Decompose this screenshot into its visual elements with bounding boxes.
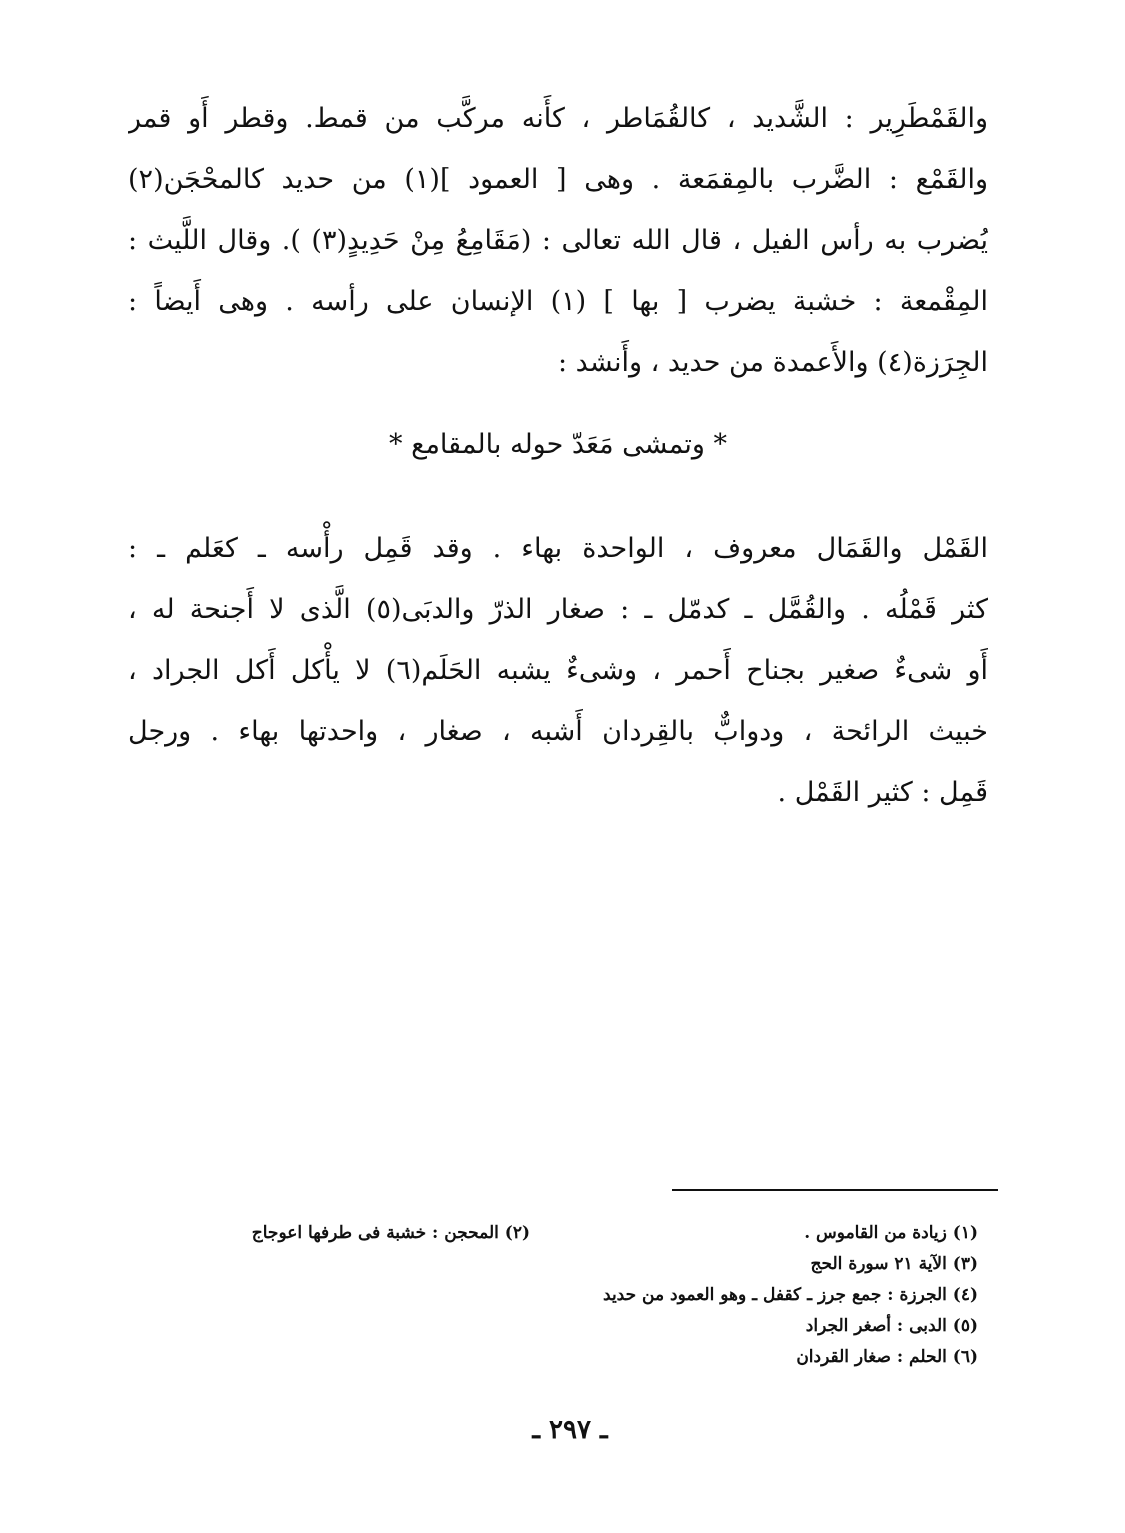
footnote: (١) زيادة من القاموس .	[804, 1223, 978, 1243]
text-line: والقَمْع : الضَّرب بالمِقمَعة . وهى [ العمود ](١) من حديد كالمحْجَن(٢)	[128, 164, 988, 195]
text-line: أَو شىءٌ صغير بجناح أَحمر ، وشىءٌ يشبه الحَلَم(٦) لا يأْكل أَكل الجراد ،	[128, 655, 988, 686]
main-paragraph-2	[128, 518, 988, 823]
text-line: خبيث الرائحة ، ودوابٌّ بالقِردان أَشبه ، صغار ، واحدتها بهاء . ورجل	[128, 716, 988, 747]
text-line: المِقْمعة : خشبة يضرب [ بها ] (١) الإنسان على رأسه . وهى أَيضاً :	[128, 286, 988, 317]
text-line: كثر قَمْلُه . والقُمَّل ـ كدمّل ـ : صغار الذرّ والدبَى(٥) الَّذى لا أَجنحة له ،	[128, 594, 988, 625]
footnote: (٢) المحجن : خشبة فى طرفها اعوجاج	[251, 1223, 530, 1243]
footnote: (٥) الدبى : أصغر الجراد	[805, 1316, 978, 1336]
footnote-separator	[672, 1189, 998, 1191]
footnote: (٤) الجرزة : جمع جرز ـ كقفل ـ وهو العمود من حديد	[603, 1285, 978, 1305]
footnote: (٣) الآية ٢١ سورة الحج	[810, 1254, 978, 1274]
footnote: (٦) الحلم : صغار القردان	[796, 1347, 978, 1367]
poetry-verse: * وتمشى مَعَدّ حوله بالمقامع *	[389, 429, 727, 460]
footnotes-right-column	[500, 1218, 978, 1373]
main-paragraph-1	[128, 88, 988, 393]
text-line: والقَمْطَرِير : الشَّديد ، كالقُمَاطر ، كأَنه مركَّب من قمط. وقطر أَو قمر	[128, 103, 988, 134]
text-line: القَمْل والقَمَال معروف ، الواحدة بهاء . وقد قَمِل رأْسه ـ كعَلم ـ :	[128, 533, 988, 564]
text-line: يُضرب به رأس الفيل ، قال الله تعالى : (مَقَامِعُ مِنْ حَدِيدٍ(٣) ). وقال اللَّيث :	[128, 225, 988, 256]
footnotes-left-column	[150, 1218, 530, 1249]
text-line: قَمِل : كثير القَمْل .	[777, 777, 988, 808]
page-number: ـ ٢٩٧ ـ	[532, 1415, 608, 1445]
text-line: الجِرَزة(٤) والأَعمدة من حديد ، وأَنشد :	[558, 347, 988, 378]
